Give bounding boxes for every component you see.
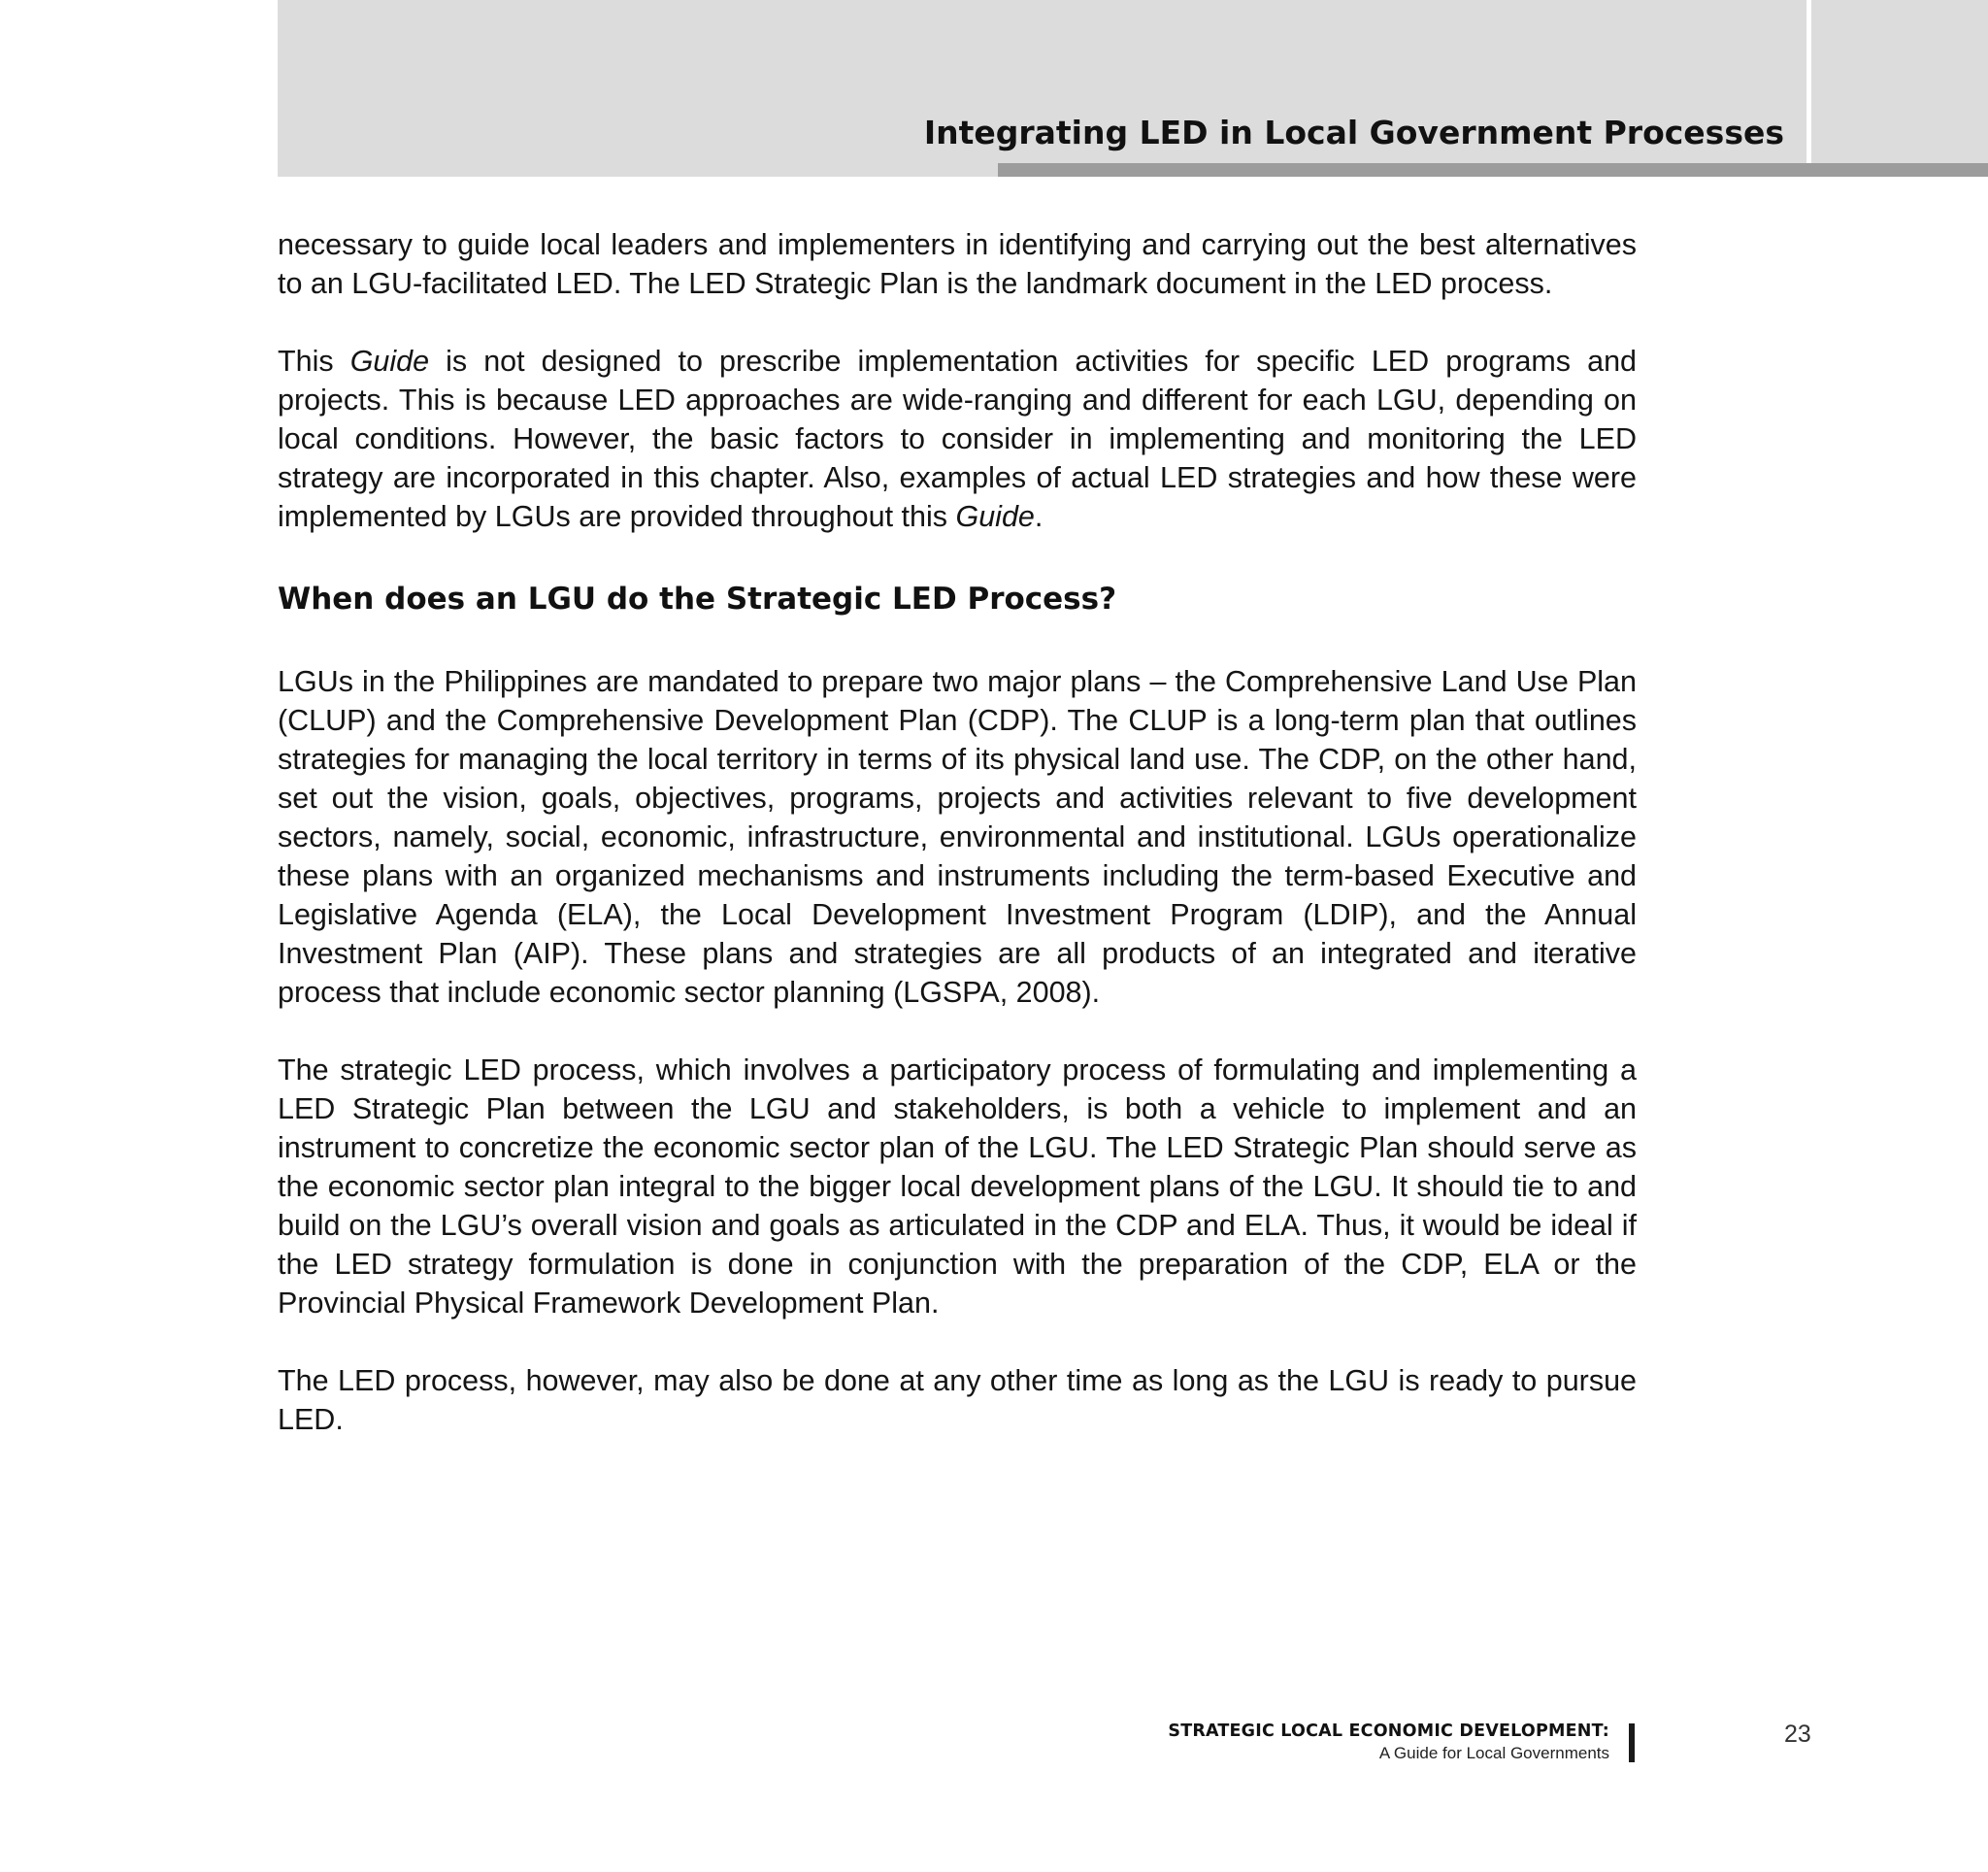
paragraph-guide-scope <box>278 342 1637 536</box>
text-run: . <box>1034 500 1044 533</box>
guide-italic: Guide <box>349 345 430 378</box>
section-heading: When does an LGU do the Strategic LED Process? <box>278 582 1117 617</box>
text-run: is not designed to prescribe implementation activities for specific LED programs and projects. This is because LED approaches are wide-ranging and different for each LGU, depending on local conditions. However, the basic factors to consider in implementing and monitoring the LED strategy are incorporated in this chapter. Also, examples of actual LED strategies and how these were implemented by LGUs are provided throughout this <box>278 345 1638 533</box>
footer-publication-title: STRATEGIC LOCAL ECONOMIC DEVELOPMENT: <box>1168 1722 1609 1741</box>
text-run: This <box>278 345 350 378</box>
page-body <box>278 225 1637 1478</box>
running-header-title: Integrating LED in Local Government Processes <box>923 114 1784 151</box>
paragraph-continuation: necessary to guide local leaders and implementers in identifying and carrying out the best alternatives to an LGU-facilitated LED. The LED Strategic Plan is the landmark document in the LED process. <box>278 228 1637 300</box>
page-number: 23 <box>1784 1721 1811 1748</box>
footer-publication-subtitle: A Guide for Local Governments <box>1378 1744 1609 1762</box>
paragraph-mandated-plans: LGUs in the Philippines are mandated to prepare two major plans – the Comprehensive Land Use Plan (CLUP) and the Comprehensive Development Plan (CDP). The CLUP is a long-term plan that outlines strategies for managing the local territory in terms of its physical land use. The CDP, on the other hand, set out the vision, goals, objectives, programs, projects and activities relevant to five development sectors, namely, social, economic, infrastructure, environmental and institutional. LGUs operationalize these plans with an organized mechanisms and instruments including the term-based Executive and Legislative Agenda (ELA), the Local Development Investment Program (LDIP), and the Annual Investment Plan (AIP). These plans and strategies are all products of an integrated and iterative process that include economic sector planning (LGSPA, 2008). <box>278 665 1637 1009</box>
paragraph-strategic-led-process: The strategic LED process, which involves a participatory process of formulating and implementing a LED Strategic Plan between the LGU and stakeholders, is both a vehicle to implement and an instrument to concretize the economic sector plan of the LGU. The LED Strategic Plan should serve as the economic sector plan integral to the bigger local development plans of the LGU. It should tie to and build on the LGU’s overall vision and goals as articulated in the CDP and ELA. Thus, it would be ideal if the LED strategy formulation is done in conjunction with the preparation of the CDP, ELA or the Provincial Physical Framework Development Plan. <box>278 1053 1637 1320</box>
footer-separator-bar <box>1629 1723 1635 1762</box>
paragraph-timing: The LED process, however, may also be done at any other time as long as the LGU is ready to pursue LED. <box>278 1364 1637 1436</box>
header-corner-block <box>1811 0 1988 165</box>
guide-italic: Guide <box>955 500 1035 533</box>
header-rule <box>998 163 1988 177</box>
